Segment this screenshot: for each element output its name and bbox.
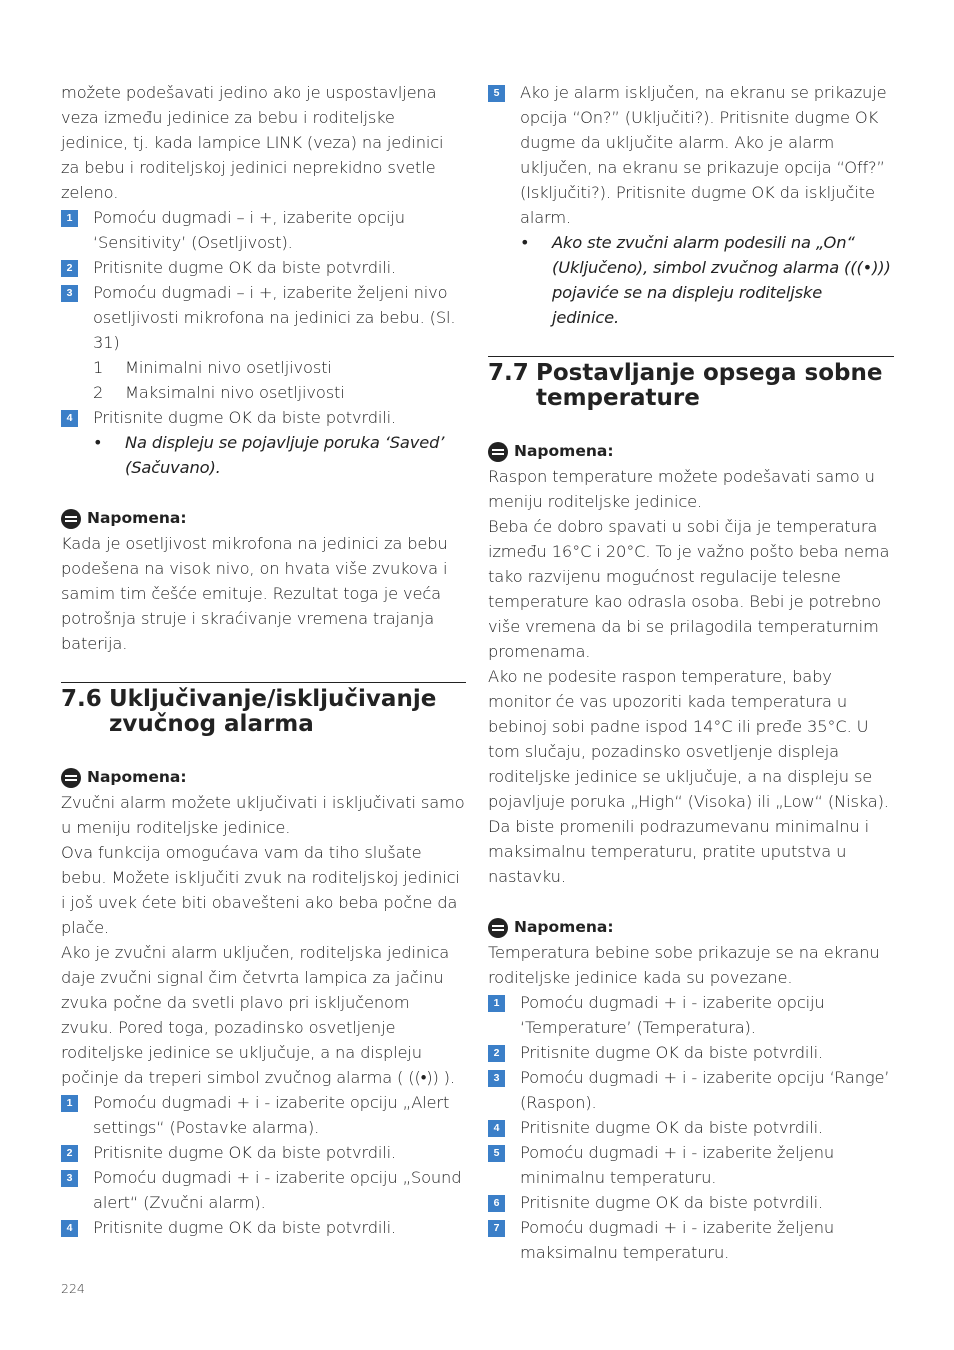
note-paragraph: Zvučni alarm možete uključivati i isključivati samo u meniju roditeljske jedinice. — [61, 793, 465, 837]
steps-a — [61, 205, 466, 480]
step-number-badge: 3 — [488, 1070, 505, 1087]
list-item — [488, 80, 894, 230]
note-label: Napomena: — [514, 918, 614, 936]
list-item — [61, 255, 466, 280]
step-text: Pritisnite dugme OK da biste potvrdili. — [520, 1193, 824, 1212]
bullet-text: Na displeju se pojavljuje poruka ‘Saved’ (Sačuvano). — [125, 433, 445, 477]
step-number-badge: 2 — [61, 1145, 78, 1162]
note-heading — [61, 765, 466, 790]
sub-list-item — [61, 355, 466, 380]
step-text: Pritisnite dugme OK da biste potvrdili. — [93, 408, 397, 427]
intro-paragraph: možete podešavati jedino ako je uspostavljena veza između jedinice za bebu i roditeljske jedinice, tj. kada lampice LINK (veza) na jedinici za bebu i roditeljskoj jedinici neprekidno svetle zeleno. — [61, 83, 444, 202]
bullet-text: Ako ste zvučni alarm podesili na „On“ (Uključeno), simbol zvučnog alarma (((•))) pojaviće se na displeju roditeljske jedinice. — [552, 233, 891, 327]
step-number-badge: 5 — [488, 85, 505, 102]
bullet-dot-icon: • — [520, 233, 530, 252]
note-label: Napomena: — [87, 768, 187, 786]
right-column — [488, 80, 894, 1265]
note-paragraph: Raspon temperature možete podešavati samo u meniju roditeljske jedinice. — [488, 467, 875, 511]
step-number-badge: 6 — [488, 1195, 505, 1212]
step-text: Pomoću dugmadi + i - izaberite opciju „Sound alert“ (Zvučni alarm). — [93, 1168, 462, 1212]
step-number-badge: 1 — [61, 1095, 78, 1112]
note-paragraph: Ako ne podesite raspon temperature, baby monitor će vas upozoriti kada temperatura u bebinoj sobi padne ispod 14°C ili pređe 35°C. U tom slučaju, pozadinsko osvetljenje displeja roditeljske jedinice se uključuje, a na displeju se pojavljuje poruka „High“ (Visoka) ili „Low“ (Niska). — [488, 667, 889, 811]
note-label: Napomena: — [87, 509, 187, 527]
list-item — [61, 1140, 466, 1165]
sub-item-number: 1 — [93, 358, 104, 377]
step-text: Pritisnite dugme OK da biste potvrdili. — [93, 1218, 397, 1237]
sub-item-text: Minimalni nivo osetljivosti — [125, 358, 332, 377]
left-column — [61, 80, 466, 1240]
section-heading-7-7 — [488, 361, 894, 411]
note-text: Kada je osetljivost mikrofona na jedinici za bebu podešena na visok nivo, on hvata više zvukova i samim tim češće emituje. Rezultat toga je veća potrošnja struje i skraćivanje vremena trajanja baterija. — [61, 534, 448, 653]
step-number-badge: 1 — [488, 995, 505, 1012]
step-number-badge: 5 — [488, 1145, 505, 1162]
step-text: Pomoću dugmadi + i - izaberite željenu minimalnu temperaturu. — [520, 1143, 835, 1187]
section-number: 7.7 — [488, 360, 529, 386]
list-item — [488, 1190, 894, 1215]
list-item — [61, 205, 466, 255]
section-title: Uključivanje/isključivanje zvučnog alarma — [109, 686, 437, 737]
step-number-badge: 2 — [488, 1045, 505, 1062]
note-paragraph: Ova funkcija omogućava vam da tiho slušate bebu. Možete isključiti zvuk na roditeljskoj jedinici i još uvek ćete biti obavešteni ako beba počne da plače. — [61, 843, 460, 937]
step-number-badge: 4 — [61, 1220, 78, 1237]
step-number-badge: 4 — [61, 410, 78, 427]
step-number-badge: 2 — [61, 260, 78, 277]
step-text: Ako je alarm isključen, na ekranu se prikazuje opcija “On?” (Uključiti?). Pritisnite dugme OK dugme da uključite alarm. Ako je alarm uključen, na ekranu se prikazuje opcija “Off?” (Isključiti?). Pritisnite dugme OK da isključite alarm. — [520, 83, 887, 227]
note-paragraph: Da biste promenili podrazumevanu minimalnu i maksimalnu temperaturu, pratite uputstva u nastavku. — [488, 817, 869, 886]
note-text: Temperatura bebine sobe prikazuje se na ekranu roditeljske jedinice kada su povezane. — [488, 943, 880, 987]
step-number-badge: 1 — [61, 210, 78, 227]
section-number: 7.6 — [61, 686, 102, 712]
sub-item-text: Maksimalni nivo osetljivosti — [125, 383, 345, 402]
step-text: Pritisnite dugme OK da biste potvrdili. — [520, 1043, 824, 1062]
bullet-item — [61, 430, 466, 480]
section-title: Postavljanje opsega sobne temperature — [536, 360, 883, 411]
step-text: Pomoću dugmadi + i - izaberite opciju ‘Temperature’ (Temperatura). — [520, 993, 825, 1037]
note-heading — [488, 915, 894, 940]
step-text: Pomoću dugmadi – i +, izaberite opciju ‘Sensitivity’ (Osetljivost). — [93, 208, 405, 252]
step-text: Pritisnite dugme OK da biste potvrdili. — [93, 1143, 397, 1162]
step-number-badge: 7 — [488, 1220, 505, 1237]
list-item — [488, 1040, 894, 1065]
steps-c — [488, 990, 894, 1265]
note-paragraph: Beba će dobro spavati u sobi čija je temperatura između 16°C i 20°C. To je važno pošto beba nema tako razvijenu mogućnost regulacije telesne temperature kao odrasla osoba. Bebi je potrebno više vremena da bi se prilagodila temperaturnim promenama. — [488, 517, 890, 661]
note-paragraph: Ako je zvučni alarm uključen, roditeljska jedinica daje zvučni signal čim četvrta lampica za jačinu zvuka počne da svetli plavo pri isključenom zvuku. Pored toga, pozadinsko osvetljenje roditeljske jedinice se uključuje, a na displeju počinje da treperi simbol zvučnog alarma ( ((•)) ). — [61, 943, 455, 1087]
page-number: 224 — [61, 1281, 85, 1296]
step-text: Pomoću dugmadi + i - izaberite željenu maksimalnu temperaturu. — [520, 1218, 835, 1262]
step-text: Pritisnite dugme OK da biste potvrdili. — [520, 1118, 824, 1137]
step-text: Pritisnite dugme OK da biste potvrdili. — [93, 258, 397, 277]
list-item — [488, 1065, 894, 1115]
sub-list-item — [61, 380, 466, 405]
note-heading — [61, 506, 466, 531]
note-icon — [61, 509, 81, 529]
bullet-item — [488, 230, 894, 330]
list-item — [488, 990, 894, 1040]
note-icon — [488, 442, 508, 462]
step-text: Pomoću dugmadi + i - izaberite opciju „Alert settings“ (Postavke alarma). — [93, 1093, 450, 1137]
step-text: Pomoću dugmadi + i - izaberite opciju ‘Range’ (Raspon). — [520, 1068, 890, 1112]
step-number-badge: 4 — [488, 1120, 505, 1137]
list-item — [61, 1215, 466, 1240]
bullet-dot-icon: • — [93, 433, 103, 452]
section-divider — [488, 356, 894, 357]
list-item — [488, 1215, 894, 1265]
list-item — [61, 1165, 466, 1215]
section-divider — [61, 682, 466, 683]
step-text: Pomoću dugmadi – i +, izaberite željeni nivo osetljivosti mikrofona na jedinici za bebu. (Sl. 31) — [93, 283, 456, 352]
sub-item-number: 2 — [93, 383, 104, 402]
step-number-badge: 3 — [61, 1170, 78, 1187]
list-item — [488, 1140, 894, 1190]
section-heading-7-6 — [61, 687, 466, 737]
step-number-badge: 3 — [61, 285, 78, 302]
list-item — [488, 1115, 894, 1140]
steps-b — [61, 1090, 466, 1240]
note-icon — [61, 768, 81, 788]
list-item — [61, 405, 466, 430]
list-item — [61, 1090, 466, 1140]
list-item — [61, 280, 466, 355]
note-heading — [488, 439, 894, 464]
note-label: Napomena: — [514, 442, 614, 460]
note-icon — [488, 918, 508, 938]
